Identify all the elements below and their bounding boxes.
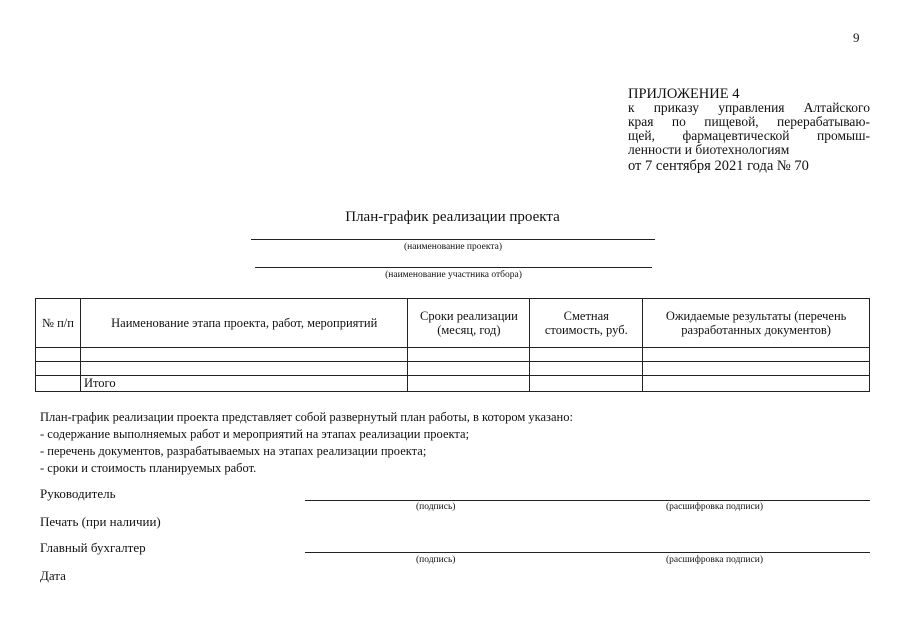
plan-table: [35, 298, 870, 392]
table-row: [36, 362, 870, 376]
participant-name-caption: (наименование участника отбора): [385, 270, 522, 280]
table-cell: [408, 362, 530, 376]
document-title: План-график реализации проекта: [345, 209, 560, 225]
header-stage: Наименование этапа проекта, работ, мероприятий: [80, 299, 408, 348]
table-cell: [408, 376, 530, 392]
table-cell: [36, 348, 81, 362]
appendix-line: ленности и биотехнологиям: [628, 142, 790, 157]
table-row: [36, 348, 870, 362]
table-cell: [530, 376, 643, 392]
head-signature-line: [305, 500, 870, 501]
table-cell: [643, 376, 870, 392]
appendix-block: [628, 87, 870, 173]
notes-item: - сроки и стоимость планируемых работ.: [40, 461, 257, 475]
appendix-line: края по пищевой, перерабатываю-: [628, 114, 870, 129]
project-name-caption: (наименование проекта): [403, 242, 502, 252]
table-cell: [530, 348, 643, 362]
table-cell: [80, 362, 408, 376]
appendix-date: от 7 сентября 2021 года № 70: [628, 158, 809, 174]
table-cell: [36, 376, 81, 392]
accountant-signature-line: [305, 552, 870, 553]
table-cell: [80, 348, 408, 362]
table-total-row: [36, 376, 870, 392]
table-header-row: [36, 299, 870, 348]
notes-item: - содержание выполняемых работ и мероприятий на этапах реализации проекта;: [40, 427, 470, 441]
appendix-line: щей, фармацевтической промыш-: [628, 128, 870, 143]
project-name-line: [251, 239, 655, 240]
date-label: Дата: [40, 568, 66, 583]
appendix-heading: ПРИЛОЖЕНИЕ 4: [628, 86, 740, 102]
page-number: 9: [853, 30, 860, 45]
table-cell: [643, 348, 870, 362]
head-decoding-caption: (расшифровка подписи): [666, 502, 763, 512]
participant-name-line: [255, 267, 652, 268]
header-number: № п/п: [36, 299, 81, 348]
notes-intro: План-график реализации проекта представляет собой развернутый план работы, в котором указано:: [40, 410, 573, 424]
table-cell: [643, 362, 870, 376]
header-cost: Сметная стоимость, руб.: [530, 299, 643, 348]
notes-item: - перечень документов, разрабатываемых на этапах реализации проекта;: [40, 444, 427, 458]
table-cell: [530, 362, 643, 376]
appendix-line: к приказу управления Алтайского: [628, 100, 870, 115]
header-results: Ожидаемые результаты (перечень разработанных документов): [643, 299, 870, 348]
stamp-label: Печать (при наличии): [40, 514, 161, 529]
accountant-decoding-caption: (расшифровка подписи): [666, 555, 763, 565]
head-label: Руководитель: [40, 486, 116, 501]
header-terms: Сроки реализации (месяц, год): [408, 299, 530, 348]
table-cell: [36, 362, 81, 376]
accountant-signature-caption: (подпись): [416, 555, 456, 565]
total-label: Итого: [80, 376, 408, 392]
head-signature-caption: (подпись): [416, 502, 456, 512]
table-cell: [408, 348, 530, 362]
notes-block: [40, 409, 573, 477]
accountant-label: Главный бухгалтер: [40, 540, 146, 555]
